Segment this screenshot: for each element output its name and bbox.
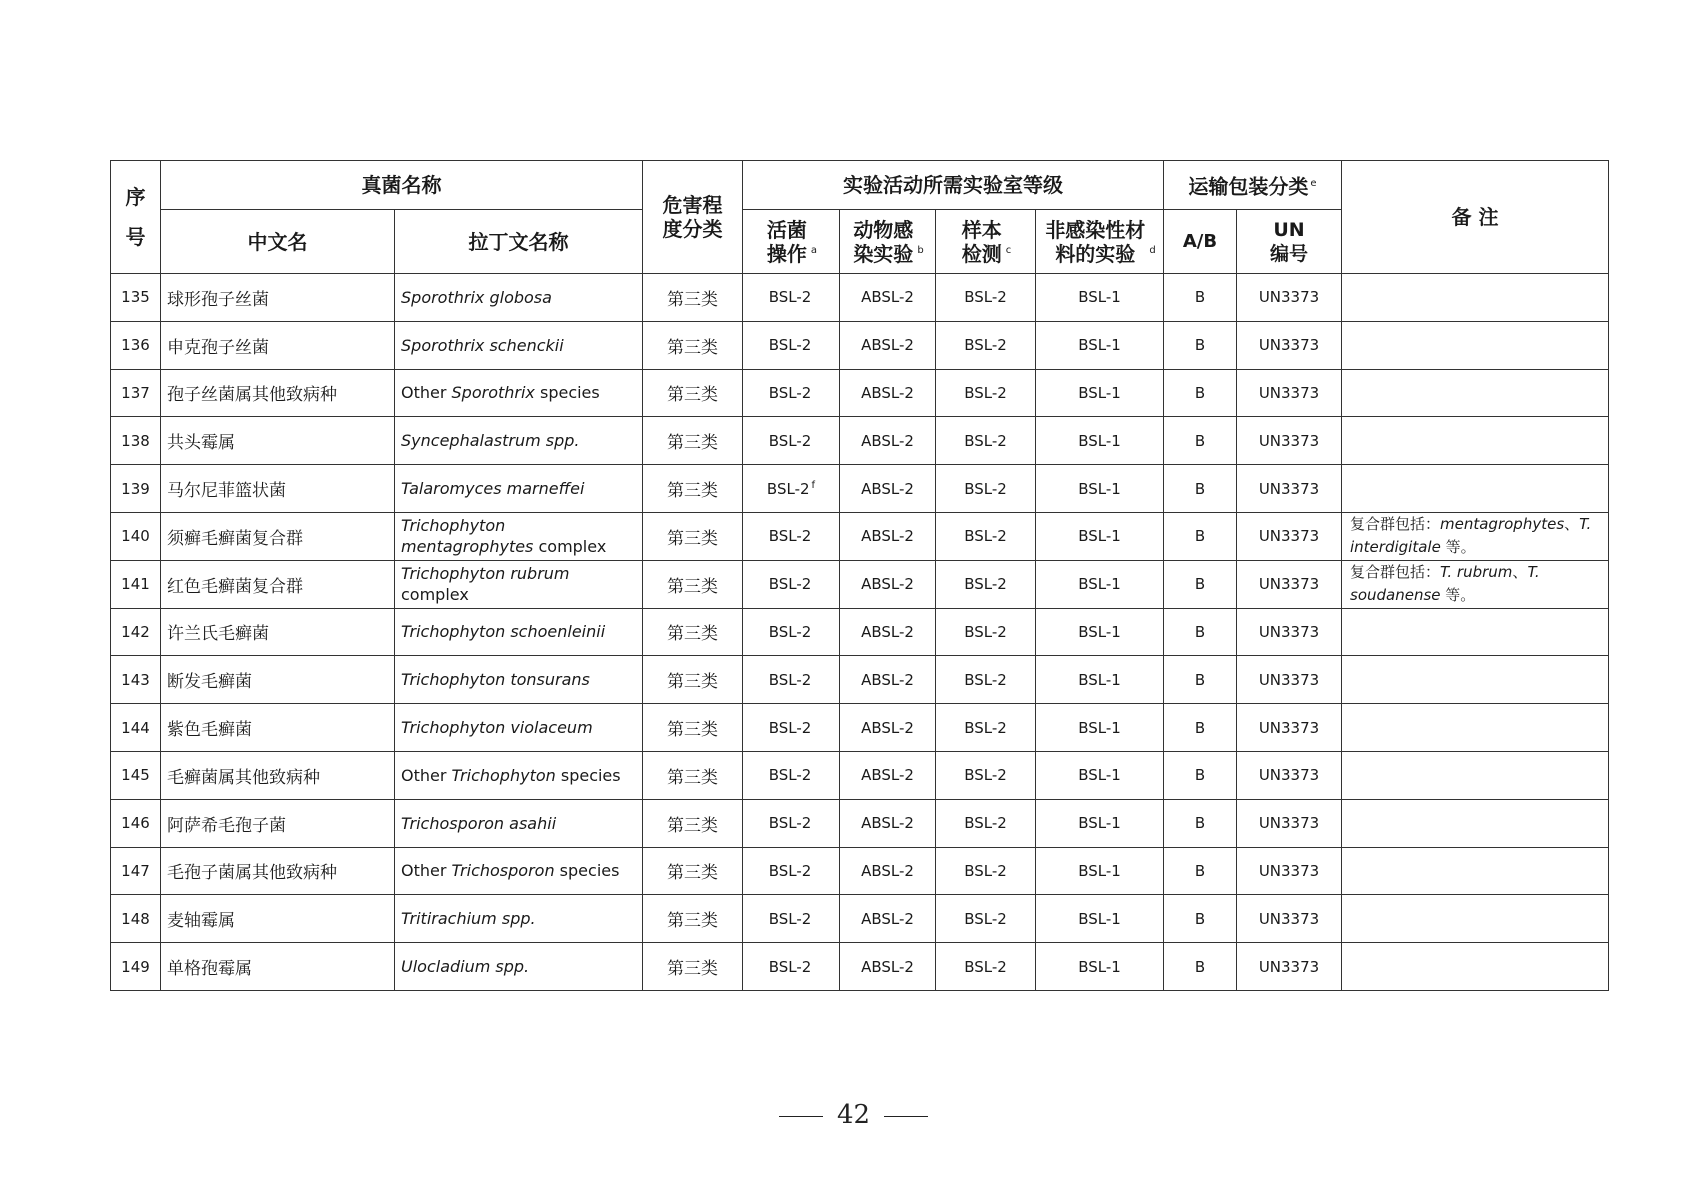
table-row: [111, 799, 1609, 847]
header-animal-infection-footnote: b: [917, 244, 924, 256]
cell-live-culture: [743, 751, 840, 799]
table-row: [111, 417, 1609, 465]
cell-remarks: [1342, 943, 1609, 991]
cell-hazard-category: 第三类: [643, 321, 743, 369]
cell-latin-name: [395, 369, 643, 417]
latin-italic: Sporothrix globosa: [401, 287, 552, 307]
cell-seq: 137: [111, 369, 161, 417]
cell-sample-test: BSL-2: [936, 656, 1036, 704]
cell-un-number: UN3373: [1237, 751, 1342, 799]
latin-italic: Trichophyton mentagrophytes: [401, 516, 534, 557]
cell-noninfectious: BSL-1: [1036, 321, 1164, 369]
page-number: 42: [836, 1100, 871, 1130]
header-noninfectious-text: 非感染性材料的实验: [1045, 217, 1146, 266]
latin-suffix: species: [554, 861, 620, 881]
cell-sample-test: BSL-2: [936, 465, 1036, 513]
cell-seq: 135: [111, 274, 161, 322]
remark-italic-2: T. soudanense: [1350, 563, 1540, 605]
cell-chinese-name: 马尔尼菲篮状菌: [161, 465, 395, 513]
remark-separator: 、: [1512, 563, 1528, 582]
live-culture-value: BSL-2: [768, 718, 812, 737]
header-animal-infection: [840, 210, 936, 274]
cell-remarks: [1342, 369, 1609, 417]
cell-noninfectious: BSL-1: [1036, 799, 1164, 847]
cell-un-number: UN3373: [1237, 847, 1342, 895]
header-seq: [111, 161, 161, 274]
cell-un-number: UN3373: [1237, 656, 1342, 704]
header-sample-test-footnote: c: [1005, 244, 1012, 256]
cell-sample-test: BSL-2: [936, 512, 1036, 560]
remark-italic-1: T. rubrum: [1440, 563, 1513, 582]
header-live-culture-text: 活菌操作: [766, 217, 807, 266]
cell-chinese-name: 球形孢子丝菌: [161, 274, 395, 322]
remark-suffix: 等。: [1440, 586, 1476, 605]
cell-ab: B: [1164, 847, 1237, 895]
latin-suffix: complex: [533, 537, 607, 557]
cell-un-number: UN3373: [1237, 943, 1342, 991]
header-live-culture: [743, 210, 840, 274]
header-hazard: [643, 161, 743, 274]
cell-animal-infection: ABSL-2: [840, 560, 936, 608]
live-culture-value: BSL-2: [768, 431, 812, 450]
cell-live-culture: [743, 608, 840, 656]
header-seq-text: 序号: [125, 185, 146, 249]
latin-italic: Trichosporon: [451, 861, 555, 881]
cell-ab: B: [1164, 274, 1237, 322]
table-row: [111, 512, 1609, 560]
cell-hazard-category: 第三类: [643, 656, 743, 704]
header-hazard-text: 危害程度分类: [662, 193, 723, 241]
cell-live-culture: [743, 847, 840, 895]
remark-suffix: 等。: [1440, 538, 1476, 557]
cell-animal-infection: ABSL-2: [840, 799, 936, 847]
cell-live-culture: [743, 943, 840, 991]
cell-noninfectious: BSL-1: [1036, 560, 1164, 608]
live-culture-value: BSL-2: [768, 383, 812, 402]
cell-animal-infection: ABSL-2: [840, 321, 936, 369]
table-body: [111, 274, 1609, 991]
cell-remarks: [1342, 847, 1609, 895]
cell-hazard-category: 第三类: [643, 465, 743, 513]
cell-live-culture: [743, 560, 840, 608]
latin-italic: Sporothrix: [451, 383, 535, 403]
fungi-table: [110, 160, 1609, 991]
cell-un-number: UN3373: [1237, 512, 1342, 560]
cell-hazard-category: 第三类: [643, 799, 743, 847]
cell-live-culture: [743, 417, 840, 465]
cell-animal-infection: ABSL-2: [840, 417, 936, 465]
cell-animal-infection: ABSL-2: [840, 656, 936, 704]
cell-remarks: [1342, 751, 1609, 799]
cell-sample-test: BSL-2: [936, 417, 1036, 465]
cell-un-number: UN3373: [1237, 895, 1342, 943]
cell-latin-name: [395, 943, 643, 991]
cell-un-number: UN3373: [1237, 465, 1342, 513]
cell-noninfectious: BSL-1: [1036, 608, 1164, 656]
cell-sample-test: BSL-2: [936, 274, 1036, 322]
cell-ab: B: [1164, 512, 1237, 560]
cell-animal-infection: ABSL-2: [840, 465, 936, 513]
cell-sample-test: BSL-2: [936, 799, 1036, 847]
cell-sample-test: BSL-2: [936, 704, 1036, 752]
cell-un-number: UN3373: [1237, 799, 1342, 847]
live-culture-footnote: f: [811, 479, 816, 491]
cell-sample-test: BSL-2: [936, 943, 1036, 991]
cell-latin-name: [395, 656, 643, 704]
header-transport-text: 运输包装分类: [1188, 174, 1309, 199]
cell-latin-name: [395, 465, 643, 513]
cell-seq: 148: [111, 895, 161, 943]
remark-separator: 、: [1564, 515, 1580, 534]
cell-ab: B: [1164, 751, 1237, 799]
cell-chinese-name: 申克孢子丝菌: [161, 321, 395, 369]
cell-latin-name: [395, 274, 643, 322]
cell-chinese-name: 麦轴霉属: [161, 895, 395, 943]
cell-noninfectious: BSL-1: [1036, 895, 1164, 943]
cell-latin-name: [395, 608, 643, 656]
cell-hazard-category: 第三类: [643, 512, 743, 560]
latin-italic: Trichophyton schoenleinii: [401, 622, 606, 642]
cell-hazard-category: 第三类: [643, 560, 743, 608]
cell-animal-infection: ABSL-2: [840, 895, 936, 943]
cell-hazard-category: 第三类: [643, 751, 743, 799]
cell-ab: B: [1164, 704, 1237, 752]
cell-seq: 144: [111, 704, 161, 752]
table-row: [111, 751, 1609, 799]
cell-sample-test: BSL-2: [936, 321, 1036, 369]
table-row: [111, 656, 1609, 704]
cell-sample-test: BSL-2: [936, 608, 1036, 656]
cell-animal-infection: ABSL-2: [840, 369, 936, 417]
footer-dash-left: [779, 1116, 823, 1117]
header-un-number-text: UN编号: [1269, 218, 1308, 265]
latin-prefix: Other: [401, 383, 452, 403]
cell-noninfectious: BSL-1: [1036, 847, 1164, 895]
cell-animal-infection: ABSL-2: [840, 274, 936, 322]
cell-ab: B: [1164, 656, 1237, 704]
cell-un-number: UN3373: [1237, 704, 1342, 752]
header-fungus-name: 真菌名称: [161, 161, 643, 210]
cell-hazard-category: 第三类: [643, 704, 743, 752]
cell-un-number: UN3373: [1237, 417, 1342, 465]
cell-remarks: [1342, 465, 1609, 513]
cell-ab: B: [1164, 895, 1237, 943]
cell-remarks: [1342, 656, 1609, 704]
cell-hazard-category: 第三类: [643, 369, 743, 417]
cell-ab: B: [1164, 943, 1237, 991]
latin-italic: Syncephalastrum spp.: [401, 431, 580, 451]
header-animal-infection-text: 动物感染实验: [853, 217, 914, 266]
cell-seq: 136: [111, 321, 161, 369]
remark-prefix: 复合群包括：: [1350, 563, 1441, 582]
table-row: [111, 847, 1609, 895]
cell-ab: B: [1164, 321, 1237, 369]
latin-suffix: species: [555, 765, 621, 785]
table-row: [111, 274, 1609, 322]
cell-ab: B: [1164, 608, 1237, 656]
remark-italic-1: mentagrophytes: [1440, 515, 1565, 534]
cell-live-culture: [743, 512, 840, 560]
header-sample-test-text: 样本检测: [961, 217, 1002, 266]
cell-live-culture: [743, 321, 840, 369]
latin-prefix: Other: [401, 765, 452, 785]
cell-un-number: UN3373: [1237, 321, 1342, 369]
latin-italic: Ulocladium spp.: [401, 957, 530, 977]
remark-prefix: 复合群包括：: [1350, 515, 1441, 534]
latin-italic: Trichophyton tonsurans: [401, 670, 590, 690]
latin-italic: Trichosporon asahii: [401, 813, 557, 833]
cell-noninfectious: BSL-1: [1036, 656, 1164, 704]
page-footer: [0, 1100, 1707, 1130]
cell-latin-name: [395, 751, 643, 799]
cell-un-number: UN3373: [1237, 274, 1342, 322]
cell-ab: B: [1164, 465, 1237, 513]
live-culture-value: BSL-2: [768, 957, 812, 976]
header-chinese-name: 中文名: [161, 210, 395, 274]
cell-seq: 149: [111, 943, 161, 991]
cell-seq: 146: [111, 799, 161, 847]
cell-chinese-name: 毛孢子菌属其他致病种: [161, 847, 395, 895]
live-culture-value: BSL-2: [768, 861, 812, 880]
cell-chinese-name: 共头霉属: [161, 417, 395, 465]
cell-chinese-name: 紫色毛癣菌: [161, 704, 395, 752]
cell-hazard-category: 第三类: [643, 895, 743, 943]
header-noninfectious-footnote: d: [1149, 244, 1156, 256]
cell-live-culture: [743, 274, 840, 322]
cell-sample-test: BSL-2: [936, 751, 1036, 799]
live-culture-value: BSL-2: [768, 814, 812, 833]
cell-chinese-name: 单格孢霉属: [161, 943, 395, 991]
header-live-culture-footnote: a: [810, 244, 818, 256]
cell-remarks: [1342, 417, 1609, 465]
cell-remarks: [1342, 560, 1609, 608]
cell-sample-test: BSL-2: [936, 895, 1036, 943]
cell-live-culture: [743, 465, 840, 513]
header-remarks: 备 注: [1342, 161, 1609, 274]
cell-noninfectious: BSL-1: [1036, 704, 1164, 752]
header-sample-test: [936, 210, 1036, 274]
cell-latin-name: [395, 895, 643, 943]
cell-latin-name: [395, 417, 643, 465]
latin-prefix: Other: [401, 861, 452, 881]
header-noninfectious: [1036, 210, 1164, 274]
cell-sample-test: BSL-2: [936, 847, 1036, 895]
cell-chinese-name: 断发毛癣菌: [161, 656, 395, 704]
cell-seq: 145: [111, 751, 161, 799]
cell-hazard-category: 第三类: [643, 943, 743, 991]
live-culture-value: BSL-2: [768, 622, 812, 641]
header-un-number: [1237, 210, 1342, 274]
latin-suffix: species: [534, 383, 600, 403]
live-culture-value: BSL-2: [768, 909, 812, 928]
cell-live-culture: [743, 895, 840, 943]
header-latin-name: 拉丁文名称: [395, 210, 643, 274]
cell-animal-infection: ABSL-2: [840, 512, 936, 560]
cell-noninfectious: BSL-1: [1036, 417, 1164, 465]
latin-italic: Sporothrix schenckii: [401, 335, 564, 355]
latin-italic: Trichophyton: [451, 765, 556, 785]
live-culture-value: BSL-2: [768, 336, 812, 355]
cell-live-culture: [743, 704, 840, 752]
table-row: [111, 465, 1609, 513]
cell-latin-name: [395, 321, 643, 369]
cell-hazard-category: 第三类: [643, 608, 743, 656]
latin-italic: Talaromyces marneffei: [401, 479, 585, 499]
cell-seq: 142: [111, 608, 161, 656]
cell-ab: B: [1164, 799, 1237, 847]
table-row: [111, 895, 1609, 943]
cell-chinese-name: 阿萨希毛孢子菌: [161, 799, 395, 847]
cell-seq: 141: [111, 560, 161, 608]
live-culture-value: BSL-2: [768, 670, 812, 689]
cell-animal-infection: ABSL-2: [840, 751, 936, 799]
cell-seq: 139: [111, 465, 161, 513]
cell-animal-infection: ABSL-2: [840, 608, 936, 656]
cell-ab: B: [1164, 369, 1237, 417]
cell-noninfectious: BSL-1: [1036, 751, 1164, 799]
cell-animal-infection: ABSL-2: [840, 847, 936, 895]
header-transport: [1164, 161, 1342, 210]
cell-noninfectious: BSL-1: [1036, 943, 1164, 991]
cell-ab: B: [1164, 417, 1237, 465]
cell-latin-name: [395, 512, 643, 560]
cell-remarks: [1342, 321, 1609, 369]
cell-chinese-name: 许兰氏毛癣菌: [161, 608, 395, 656]
table-row: [111, 704, 1609, 752]
cell-chinese-name: 红色毛癣菌复合群: [161, 560, 395, 608]
cell-chinese-name: 须癣毛癣菌复合群: [161, 512, 395, 560]
live-culture-value: BSL-2: [768, 288, 812, 307]
cell-remarks: [1342, 895, 1609, 943]
live-culture-value: BSL-2: [766, 479, 810, 498]
cell-sample-test: BSL-2: [936, 369, 1036, 417]
cell-live-culture: [743, 799, 840, 847]
latin-suffix: complex: [401, 585, 469, 605]
cell-animal-infection: ABSL-2: [840, 704, 936, 752]
cell-hazard-category: 第三类: [643, 274, 743, 322]
header-lab-level: 实验活动所需实验室等级: [743, 161, 1164, 210]
footer-dash-right: [884, 1116, 928, 1117]
cell-chinese-name: 孢子丝菌属其他致病种: [161, 369, 395, 417]
cell-remarks: [1342, 274, 1609, 322]
header-ab: A/B: [1164, 210, 1237, 274]
latin-italic: Trichophyton violaceum: [401, 718, 593, 738]
live-culture-value: BSL-2: [768, 527, 812, 546]
table-row: [111, 560, 1609, 608]
cell-noninfectious: BSL-1: [1036, 274, 1164, 322]
live-culture-value: BSL-2: [768, 575, 812, 594]
cell-remarks: [1342, 799, 1609, 847]
table-row: [111, 321, 1609, 369]
cell-noninfectious: BSL-1: [1036, 369, 1164, 417]
cell-remarks: [1342, 608, 1609, 656]
cell-hazard-category: 第三类: [643, 417, 743, 465]
cell-remarks: [1342, 704, 1609, 752]
cell-remarks: [1342, 512, 1609, 560]
cell-noninfectious: BSL-1: [1036, 512, 1164, 560]
cell-un-number: UN3373: [1237, 560, 1342, 608]
cell-un-number: UN3373: [1237, 369, 1342, 417]
remark-italic-2: T. interdigitale: [1350, 515, 1592, 557]
cell-seq: 138: [111, 417, 161, 465]
cell-un-number: UN3373: [1237, 608, 1342, 656]
cell-sample-test: BSL-2: [936, 560, 1036, 608]
cell-latin-name: [395, 799, 643, 847]
cell-ab: B: [1164, 560, 1237, 608]
latin-italic: Trichophyton rubrum: [401, 564, 570, 584]
cell-latin-name: [395, 560, 643, 608]
cell-seq: 140: [111, 512, 161, 560]
cell-chinese-name: 毛癣菌属其他致病种: [161, 751, 395, 799]
cell-seq: 147: [111, 847, 161, 895]
live-culture-value: BSL-2: [768, 766, 812, 785]
cell-noninfectious: BSL-1: [1036, 465, 1164, 513]
table-row: [111, 369, 1609, 417]
cell-seq: 143: [111, 656, 161, 704]
cell-hazard-category: 第三类: [643, 847, 743, 895]
cell-live-culture: [743, 656, 840, 704]
cell-latin-name: [395, 704, 643, 752]
cell-animal-infection: ABSL-2: [840, 943, 936, 991]
cell-live-culture: [743, 369, 840, 417]
cell-latin-name: [395, 847, 643, 895]
header-row-top: [111, 161, 1609, 210]
table-row: [111, 943, 1609, 991]
table-row: [111, 608, 1609, 656]
latin-italic: Tritirachium spp.: [401, 909, 536, 929]
header-transport-footnote: e: [1310, 177, 1317, 189]
